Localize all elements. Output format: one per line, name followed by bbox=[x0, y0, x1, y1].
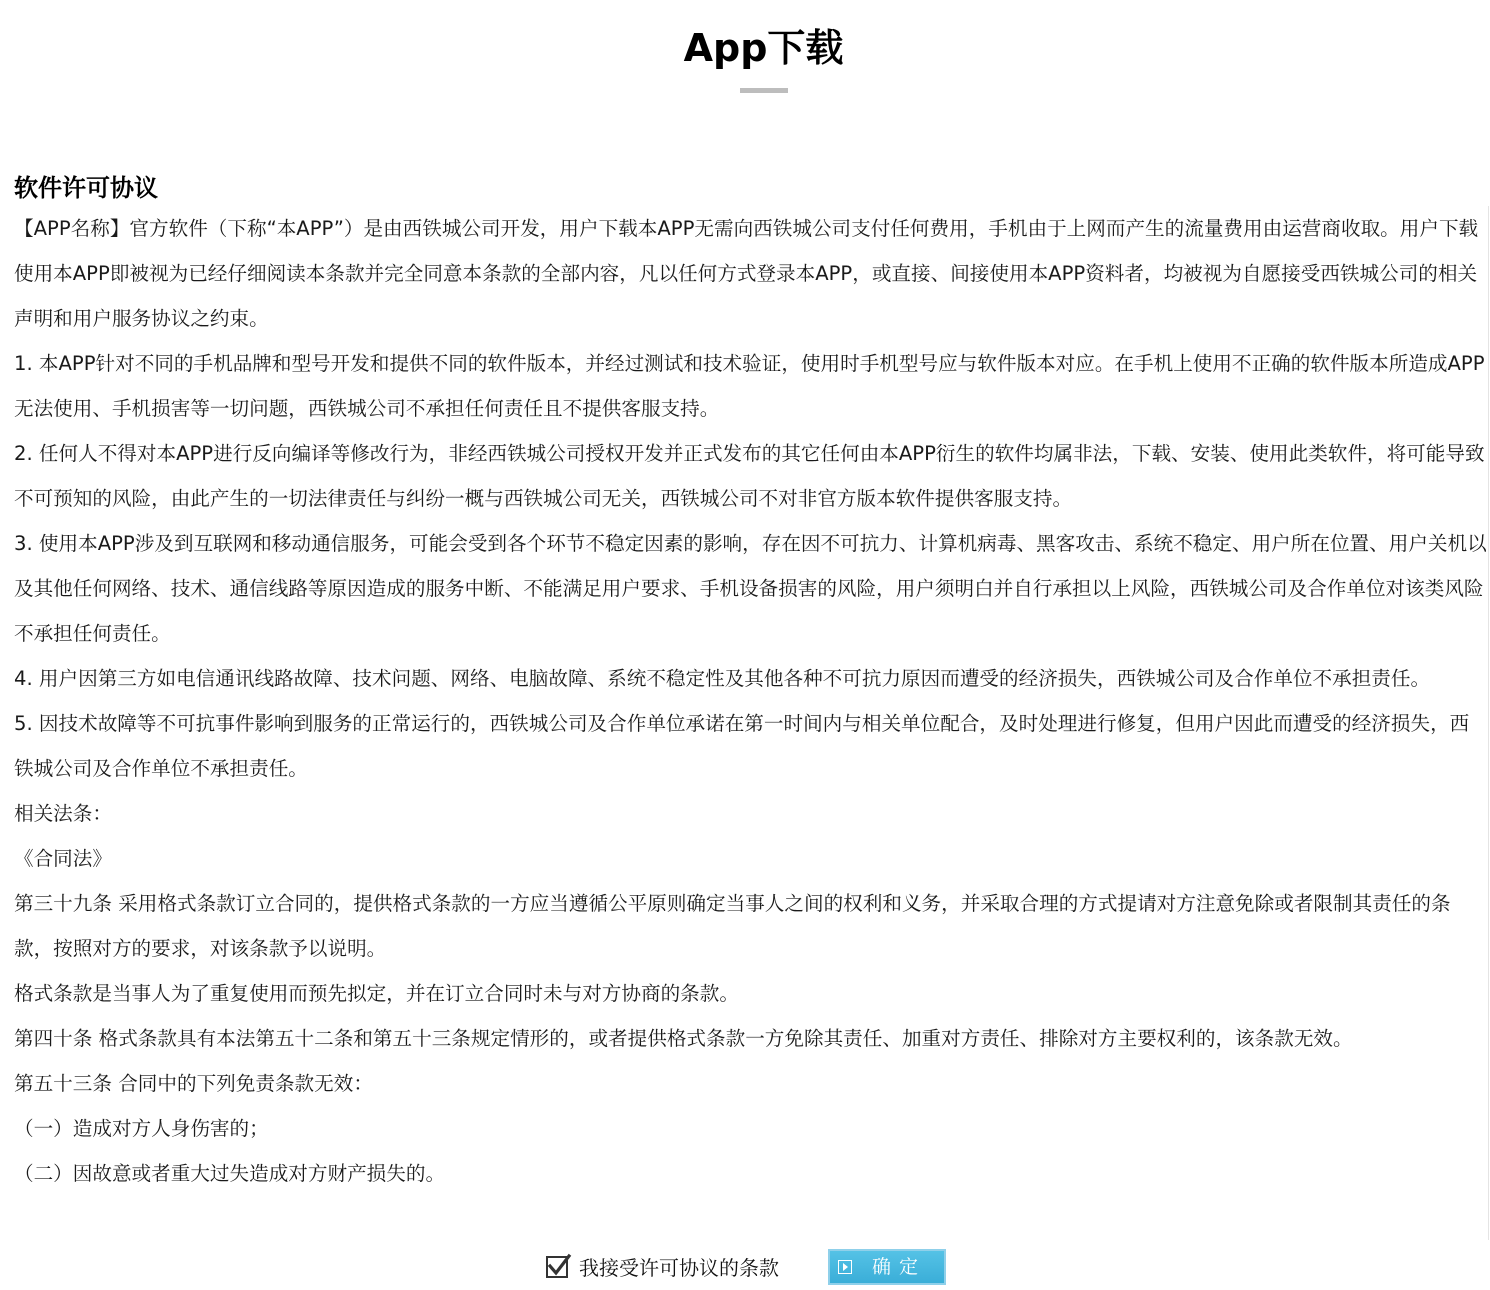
agreement-footer bbox=[0, 1248, 1490, 1288]
agreement-paragraph: 第四十条 格式条款具有本法第五十二条和第五十三条规定情形的，或者提供格式条款一方免除其责任、加重对方责任、排除对方主要权利的，该条款无效。 bbox=[14, 1027, 1353, 1050]
agreement-paragraph: 相关法条： bbox=[14, 802, 112, 825]
agreement-paragraph: （二）因故意或者重大过失造成对方财产损失的。 bbox=[14, 1162, 446, 1185]
agreement-paragraph: 《合同法》 bbox=[14, 847, 112, 870]
agreement-paragraph: 格式条款是当事人为了重复使用而预先拟定，并在订立合同时未与对方协商的条款。 bbox=[14, 982, 739, 1005]
agreement-paragraph: （一）造成对方人身伤害的； bbox=[14, 1117, 269, 1140]
agreement-paragraph: 5. 因技术故障等不可抗事件影响到服务的正常运行的，西铁城公司及合作单位承诺在第一时间内与相关单位配合，及时处理进行修复，但用户因此而遭受的经济损失，西铁城公司及合作单位不承担责任。 bbox=[14, 712, 1470, 780]
agreement-paragraph: 1. 本APP针对不同的手机品牌和型号开发和提供不同的软件版本，并经过测试和技术验证，使用时手机型号应与软件版本对应。在手机上使用不正确的软件版本所造成APP无法使用、手机损害等一切问题，西铁城公司不承担任何责任且不提供客服支持。 bbox=[14, 352, 1485, 420]
agreement-paragraph: 2. 任何人不得对本APP进行反向编译等修改行为，非经西铁城公司授权开发并正式发布的其它任何由本APP衍生的软件均属非法，下载、安装、使用此类软件，将可能导致不可预知的风险，由此产生的一切法律责任与纠纷一概与西铁城公司无关，西铁城公司不对非官方版本软件提供客服支持。 bbox=[14, 442, 1485, 510]
agreement-scroll-area[interactable] bbox=[12, 206, 1489, 1240]
confirm-button-label: 确定 bbox=[872, 1256, 927, 1278]
agreement-paragraph: 第三十九条 采用格式条款订立合同的，提供格式条款的一方应当遵循公平原则确定当事人之间的权利和义务，并采取合理的方式提请对方注意免除或者限制其责任的条款，按照对方的要求，对该条款予以说明。 bbox=[14, 892, 1451, 960]
page-title: App下载 bbox=[683, 26, 844, 70]
confirm-button[interactable] bbox=[828, 1249, 946, 1285]
title-underline bbox=[740, 88, 788, 93]
arrow-right-icon bbox=[838, 1260, 852, 1274]
agreement-heading: 软件许可协议 bbox=[14, 174, 158, 202]
agreement-paragraph: 【APP名称】官方软件（下称“本APP”）是由西铁城公司开发，用户下载本APP无需向西铁城公司支付任何费用，手机由于上网而产生的流量费用由运营商收取。用户下载使用本APP即被视为已经仔细阅读本条款并完全同意本条款的全部内容，凡以任何方式登录本APP，或直接、间接使用本APP资料者，均被视为自愿接受西铁城公司的相关声明和用户服务协议之约束。 bbox=[14, 217, 1479, 330]
agreement-paragraph: 第五十三条 合同中的下列免责条款无效： bbox=[14, 1072, 373, 1095]
accept-checkbox[interactable] bbox=[546, 1256, 568, 1278]
checkmark-icon bbox=[546, 1253, 572, 1279]
agreement-paragraph: 4. 用户因第三方如电信通讯线路故障、技术问题、网络、电脑故障、系统不稳定性及其他各种不可抗力原因而遭受的经济损失，西铁城公司及合作单位不承担责任。 bbox=[14, 667, 1431, 690]
agreement-text bbox=[12, 206, 1488, 1196]
accept-label[interactable]: 我接受许可协议的条款 bbox=[579, 1256, 779, 1280]
agreement-paragraph: 3. 使用本APP涉及到互联网和移动通信服务，可能会受到各个环节不稳定因素的影响，存在因不可抗力、计算机病毒、黑客攻击、系统不稳定、用户所在位置、用户关机以及其他任何网络、技术、通信线路等原因造成的服务中断、不能满足用户要求、手机设备损害的风险，用户须明白并自行承担以上风险，西铁城公司及合作单位对该类风险不承担任何责任。 bbox=[14, 532, 1487, 645]
